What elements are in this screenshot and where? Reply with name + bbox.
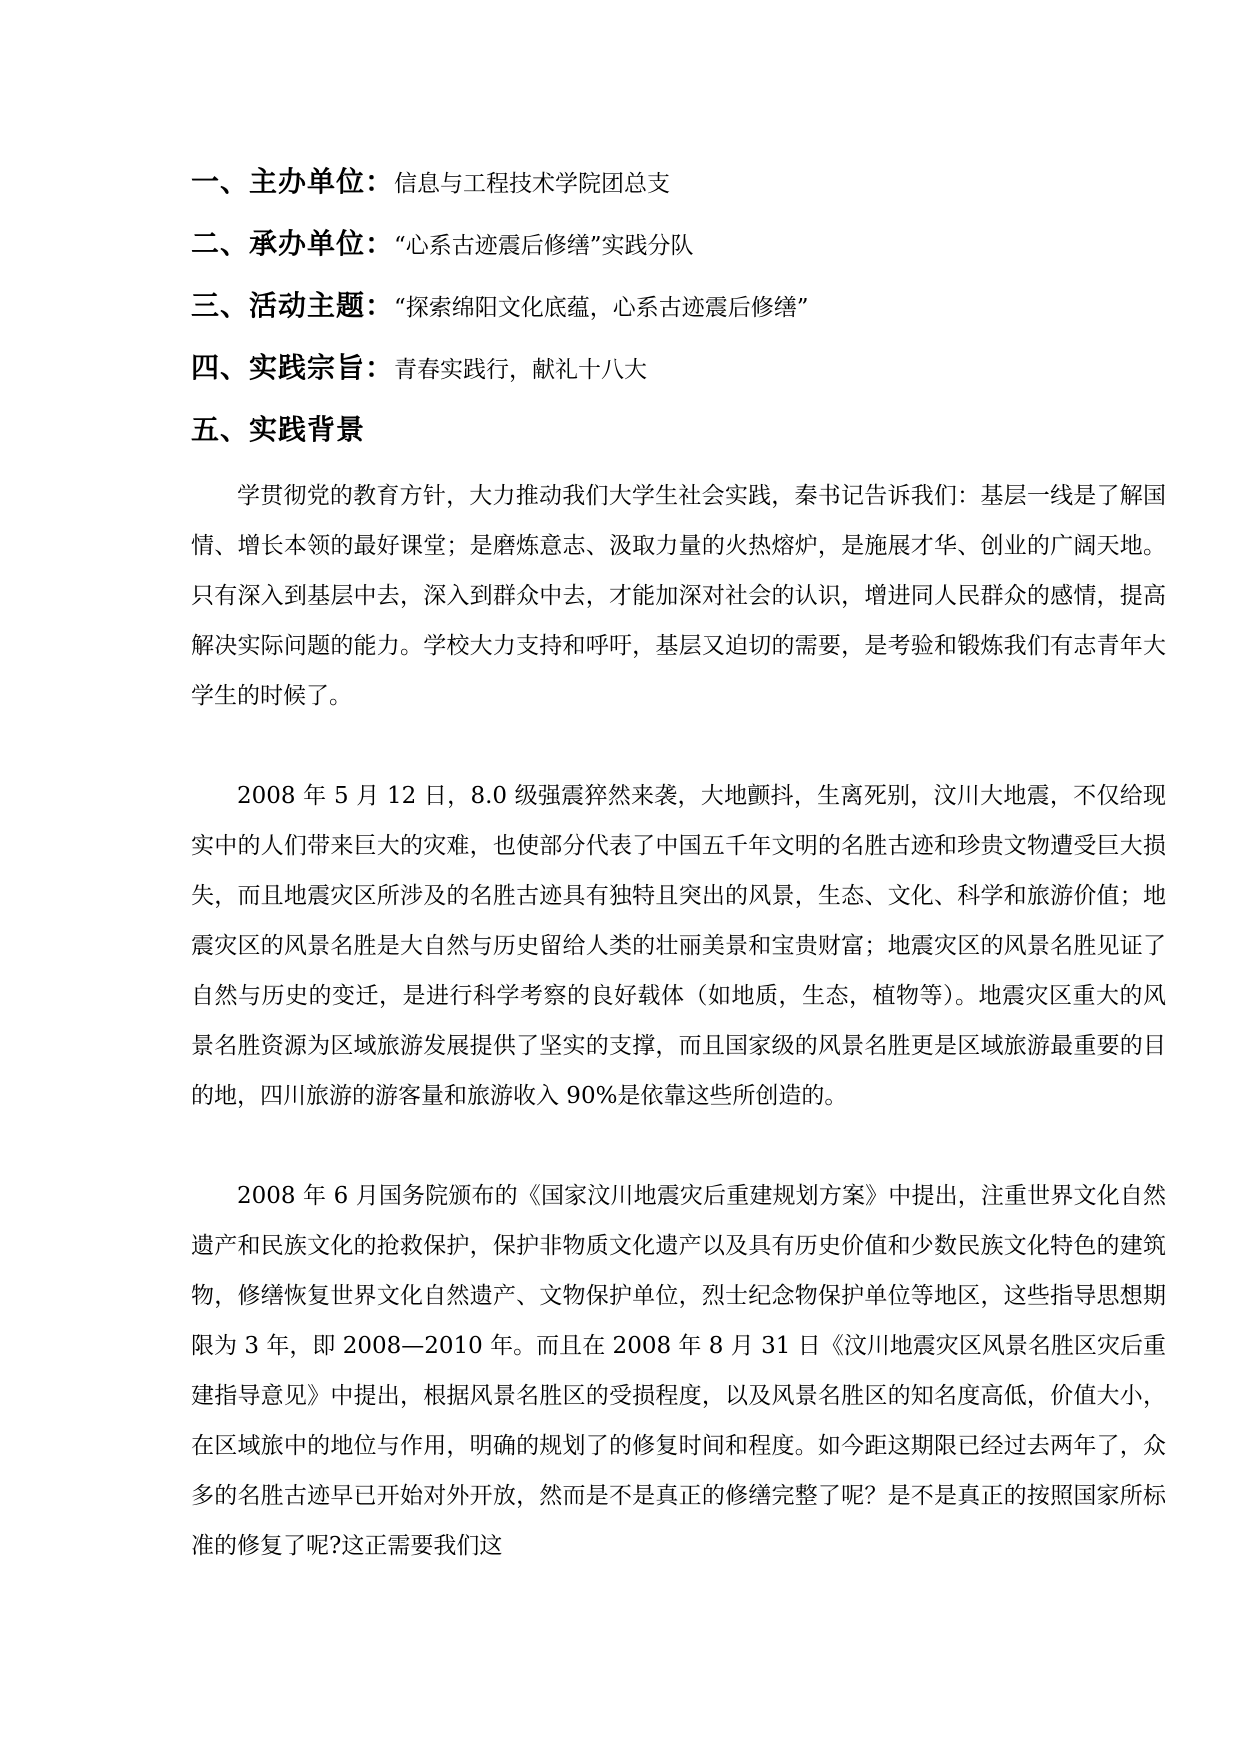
purpose-line (191, 349, 1166, 411)
background-paragraph-1: 学贯彻党的教育方针，大力推动我们大学生社会实践，秦书记告诉我们：基层一线是了解国情、增长本领的最好课堂；是磨炼意志、汲取力量的火热熔炉，是施展才华、创业的广阔天地。只有深入到基层中去，深入到群众中去，才能加深对社会的认识，增进同人民群众的感情，提高解决实际问题的能力。学校大力支持和呼吁，基层又迫切的需要，是考验和锻炼我们有志青年大学生的时候了。 (191, 483, 1166, 709)
purpose-value: 青春实践行，献礼十八大 (394, 357, 648, 383)
theme-value: “探索绵阳文化底蕴，心系古迹震后修缮” (394, 295, 809, 321)
document-page (191, 163, 1166, 1571)
organizer-label: 一、主办单位： (191, 165, 395, 198)
theme-label: 三、活动主题： (191, 289, 395, 322)
organizer-line (191, 163, 1166, 225)
background-paragraph-3: 2008 年 6 月国务院颁布的《国家汶川地震灾后重建规划方案》中提出，注重世界文化自然遗产和民族文化的抢救保护，保护非物质文化遗产以及具有历史价值和少数民族文化特色的建筑物，修缮恢复世界文化自然遗产、文物保护单位，烈士纪念物保护单位等地区，这些指导思想期限为 3 年，即 2008—2010 年。而且在 2008 年 8 月 31 日《汶川地震灾区风景名胜区灾后重建指导意见》中提出，根据风景名胜区的受损程度，以及风景名胜区的知名度高低，价值大小，在区域旅中的地位与作用，明确的规划了的修复时间和程度。如今距这期限已经过去两年了，众多的名胜古迹早已开始对外开放，然而是不是真正的修缮完整了呢？是不是真正的按照国家所标准的修复了呢?这正需要我们这 (191, 1183, 1166, 1559)
organizer-value: 信息与工程技术学院团总支 (394, 171, 671, 197)
background-heading: 五、实践背景 (191, 413, 366, 446)
background-paragraph-2: 2008 年 5 月 12 日，8.0 级强震猝然来袭，大地颤抖，生离死别，汶川大地震，不仅给现实中的人们带来巨大的灾难，也使部分代表了中国五千年文明的名胜古迹和珍贵文物遭受巨大损失，而且地震灾区所涉及的名胜古迹具有独特且突出的风景，生态、文化、科学和旅游价值；地震灾区的风景名胜是大自然与历史留给人类的壮丽美景和宝贵财富；地震灾区的风景名胜见证了自然与历史的变迁，是进行科学考察的良好载体（如地质，生态，植物等）。地震灾区重大的风景名胜资源为区域旅游发展提供了坚实的支撑，而且国家级的风景名胜更是区域旅游最重要的目的地，四川旅游的游客量和旅游收入 90%是依靠这些所创造的。 (191, 783, 1166, 1109)
purpose-label: 四、实践宗旨： (191, 351, 395, 384)
undertaker-label: 二、承办单位： (191, 227, 395, 260)
undertaker-line (191, 225, 1166, 287)
theme-line (191, 287, 1166, 349)
undertaker-value: “心系古迹震后修缮”实践分队 (394, 233, 694, 259)
